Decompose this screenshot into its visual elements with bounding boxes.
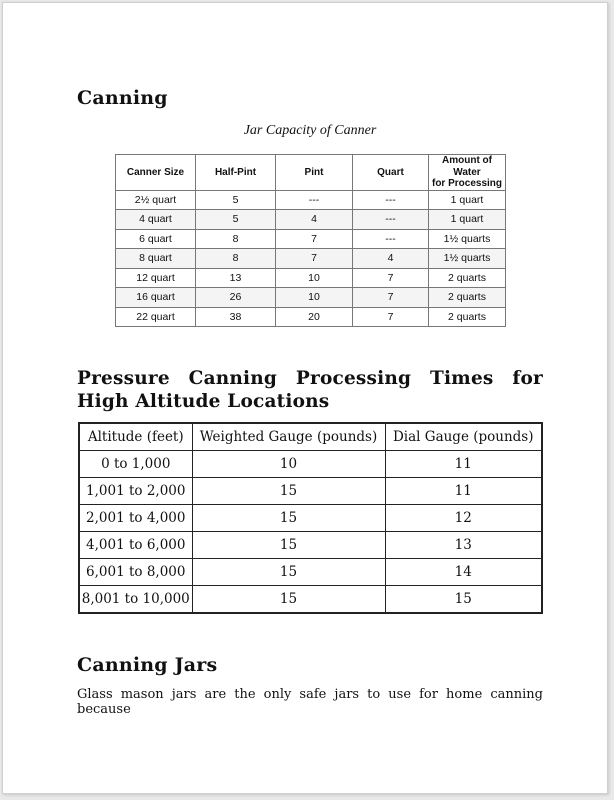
document-page bbox=[2, 2, 608, 794]
table-cell: 1 quart bbox=[429, 210, 506, 230]
table-row bbox=[79, 505, 542, 532]
table-cell: 38 bbox=[196, 307, 276, 327]
table-cell: 1 quart bbox=[429, 190, 506, 210]
table-cell: 22 quart bbox=[116, 307, 196, 327]
table-cell: 5 bbox=[196, 210, 276, 230]
table-cell: 11 bbox=[385, 478, 542, 505]
col-header-line: Amount of Water bbox=[442, 155, 492, 178]
table-cell: 8 bbox=[196, 249, 276, 269]
table-cell: 7 bbox=[353, 268, 429, 288]
col-header: Quart bbox=[353, 155, 429, 191]
table-row bbox=[116, 268, 506, 288]
table-cell: 10 bbox=[276, 288, 353, 308]
table-cell: --- bbox=[276, 190, 353, 210]
table-cell: 12 quart bbox=[116, 268, 196, 288]
col-header: Altitude (feet) bbox=[79, 423, 192, 451]
table-row bbox=[116, 249, 506, 269]
table-cell: 0 to 1,000 bbox=[79, 451, 192, 478]
table-row bbox=[116, 288, 506, 308]
table-cell: 1½ quarts bbox=[429, 229, 506, 249]
table-cell: 10 bbox=[276, 268, 353, 288]
jar-capacity-table bbox=[115, 154, 506, 327]
table-cell: 7 bbox=[353, 307, 429, 327]
table-cell: 1½ quarts bbox=[429, 249, 506, 269]
col-header: Dial Gauge (pounds) bbox=[385, 423, 542, 451]
table-cell: 8 bbox=[196, 229, 276, 249]
table-cell: --- bbox=[353, 229, 429, 249]
table-cell: 11 bbox=[385, 451, 542, 478]
pressure-canning-table bbox=[78, 422, 543, 614]
table-cell: 2 quarts bbox=[429, 288, 506, 308]
table-cell: 2½ quart bbox=[116, 190, 196, 210]
table-row bbox=[116, 210, 506, 230]
table-row bbox=[116, 190, 506, 210]
table-cell: 6 quart bbox=[116, 229, 196, 249]
col-header bbox=[429, 155, 506, 191]
table-cell: 15 bbox=[192, 559, 385, 586]
table-cell: 2,001 to 4,000 bbox=[79, 505, 192, 532]
table-cell: 12 bbox=[385, 505, 542, 532]
table-cell: 4 bbox=[353, 249, 429, 269]
table-cell: 14 bbox=[385, 559, 542, 586]
table-cell: 7 bbox=[276, 229, 353, 249]
table-cell: 13 bbox=[196, 268, 276, 288]
table-cell: --- bbox=[353, 210, 429, 230]
table-row bbox=[79, 451, 542, 478]
table-cell: 1,001 to 2,000 bbox=[79, 478, 192, 505]
table-cell: 6,001 to 8,000 bbox=[79, 559, 192, 586]
table-cell: 2 quarts bbox=[429, 268, 506, 288]
table-cell: 15 bbox=[385, 586, 542, 614]
table-header-row bbox=[116, 155, 506, 191]
table-cell: 4 quart bbox=[116, 210, 196, 230]
table-row bbox=[116, 307, 506, 327]
table-cell: 4 bbox=[276, 210, 353, 230]
table-cell: 15 bbox=[192, 586, 385, 614]
table-cell: 15 bbox=[192, 532, 385, 559]
jar-table-caption: Jar Capacity of Canner bbox=[243, 123, 377, 138]
table-row bbox=[79, 559, 542, 586]
table-cell: 5 bbox=[196, 190, 276, 210]
canning-jars-heading: Canning Jars bbox=[77, 654, 218, 676]
table-cell: 13 bbox=[385, 532, 542, 559]
table-cell: --- bbox=[353, 190, 429, 210]
table-cell: 4,001 to 6,000 bbox=[79, 532, 192, 559]
body-paragraph: Glass mason jars are the only safe jars to use for home canning because bbox=[77, 687, 543, 717]
table-row bbox=[79, 532, 542, 559]
col-header: Canner Size bbox=[116, 155, 196, 191]
pressure-heading: Pressure Canning Processing Times for High Altitude Locations bbox=[77, 368, 543, 412]
table-cell: 7 bbox=[276, 249, 353, 269]
table-cell: 8,001 to 10,000 bbox=[79, 586, 192, 614]
table-cell: 7 bbox=[353, 288, 429, 308]
table-header-row bbox=[79, 423, 542, 451]
table-cell: 26 bbox=[196, 288, 276, 308]
table-cell: 8 quart bbox=[116, 249, 196, 269]
table-row bbox=[79, 478, 542, 505]
col-header: Weighted Gauge (pounds) bbox=[192, 423, 385, 451]
table-cell: 20 bbox=[276, 307, 353, 327]
canning-heading: Canning bbox=[77, 87, 168, 109]
table-cell: 2 quarts bbox=[429, 307, 506, 327]
table-cell: 15 bbox=[192, 478, 385, 505]
col-header-line: for Processing bbox=[431, 178, 503, 189]
table-row bbox=[116, 229, 506, 249]
table-row bbox=[79, 586, 542, 614]
table-cell: 10 bbox=[192, 451, 385, 478]
col-header: Pint bbox=[276, 155, 353, 191]
table-cell: 15 bbox=[192, 505, 385, 532]
table-cell: 16 quart bbox=[116, 288, 196, 308]
col-header: Half-Pint bbox=[196, 155, 276, 191]
